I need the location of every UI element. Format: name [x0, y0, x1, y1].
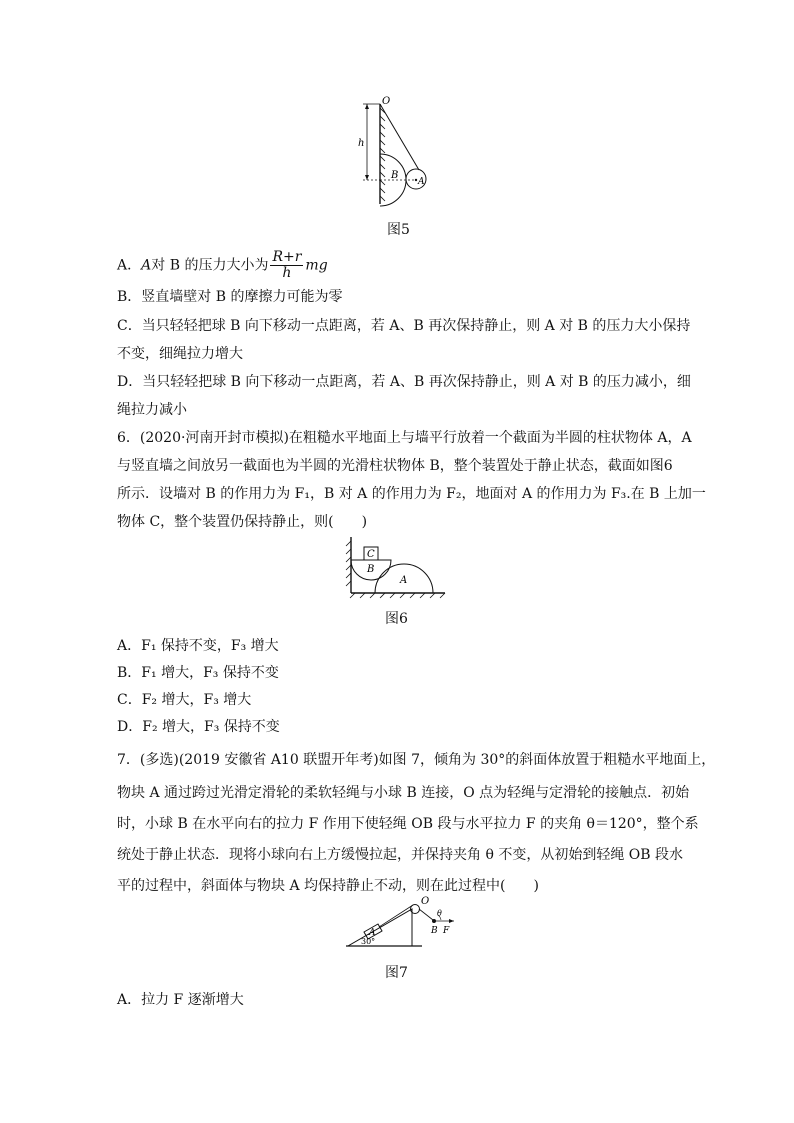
fig6-label-c: C [367, 549, 375, 560]
q5-option-d-line2: 绳拉力减小 [117, 402, 187, 418]
q6-option-b: B．F₁ 增大，F₃ 保持不变 [117, 665, 279, 681]
q6-stem-line4: 物体 C，整个装置仍保持静止，则( ) [117, 514, 368, 530]
q5-option-c-line1: C．当只轻轻把球 B 向下移动一点距离，若 A、B 再次保持静止，则 A 对 B 的压力大小保持 [117, 318, 691, 334]
q5-option-b: B．竖直墙壁对 B 的摩擦力可能为零 [117, 289, 343, 305]
fig6-label-a: A [400, 575, 408, 586]
q6-stem-line2: 与竖直墙之间放另一截面也为半圆的光滑柱状物体 B，整个装置处于静止状态，截面如图6 [117, 458, 673, 474]
q6-option-d: D．F₂ 增大，F₃ 保持不变 [117, 719, 280, 735]
q7-stem-line5: 平的过程中，斜面体与物块 A 均保持静止不动，则在此过程中( ) [117, 878, 539, 894]
figure-7-diagram [342, 892, 460, 952]
q6-stem-line3: 所示．设墙对 B 的作用力为 F₁，B 对 A 的作用力为 F₂，地面对 A 的作用力为 F₃.在 B 上加一 [117, 486, 706, 502]
q5-option-a: A．A对 B 的压力大小为 $\frac{R+r}{h}$ mg [117, 249, 328, 281]
q6-option-a: A．F₁ 保持不变，F₃ 增大 [117, 638, 279, 654]
q7-stem-line1: 7．(多选)(2019 安徽省 A10 联盟开年考)如图 7，倾角为 30°的斜面体放置于粗糙水平地面上， [117, 752, 716, 768]
q7-option-a: A．拉力 F 逐渐增大 [117, 992, 244, 1008]
fig7-label-b: B [431, 926, 438, 936]
figure-5-caption: 图5 [387, 222, 410, 238]
fig5-label-a: A [418, 177, 425, 187]
figure-7-caption: 图7 [385, 965, 408, 981]
fig5-label-b: B [391, 170, 399, 181]
fig6-label-b: B [367, 564, 375, 575]
figure-5-diagram [355, 92, 435, 212]
fig7-label-angle: 30° [361, 937, 376, 946]
figure-6-caption: 图6 [385, 611, 408, 627]
fraction: $\frac{R+r}{h}$ [272, 249, 302, 281]
fig5-label-h: h [358, 138, 365, 149]
fig7-label-f: F [443, 926, 450, 936]
fig7-label-a: A [369, 928, 376, 938]
figure-6-diagram [345, 533, 449, 603]
q5-option-c-line2: 不变，细绳拉力增大 [117, 346, 243, 362]
q6-stem-line1: 6．(2020·河南开封市模拟)在粗糙水平地面上与墙平行放着一个截面为半圆的柱状物体 A，A [117, 430, 692, 446]
q7-stem-line4: 统处于静止状态．现将小球向右上方缓慢拉起，并保持夹角 θ 不变，从初始到轻绳 OB 段水 [117, 847, 683, 863]
q7-stem-line3: 时，小球 B 在水平向右的拉力 F 作用下使轻绳 OB 段与水平拉力 F 的夹角 θ＝120°，整个系 [117, 816, 699, 832]
fig7-label-theta: θ [437, 909, 442, 918]
fig5-label-o: O [382, 96, 391, 107]
q7-stem-line2: 物块 A 通过跨过光滑定滑轮的柔软轻绳与小球 B 连接，O 点为轻绳与定滑轮的接触点．初始 [117, 785, 690, 801]
q6-option-c: C．F₂ 增大，F₃ 增大 [117, 692, 252, 708]
q5-option-d-line1: D．当只轻轻把球 B 向下移动一点距离，若 A、B 再次保持静止，则 A 对 B 的压力减小，细 [117, 374, 691, 390]
fig7-label-o: O [421, 896, 430, 907]
